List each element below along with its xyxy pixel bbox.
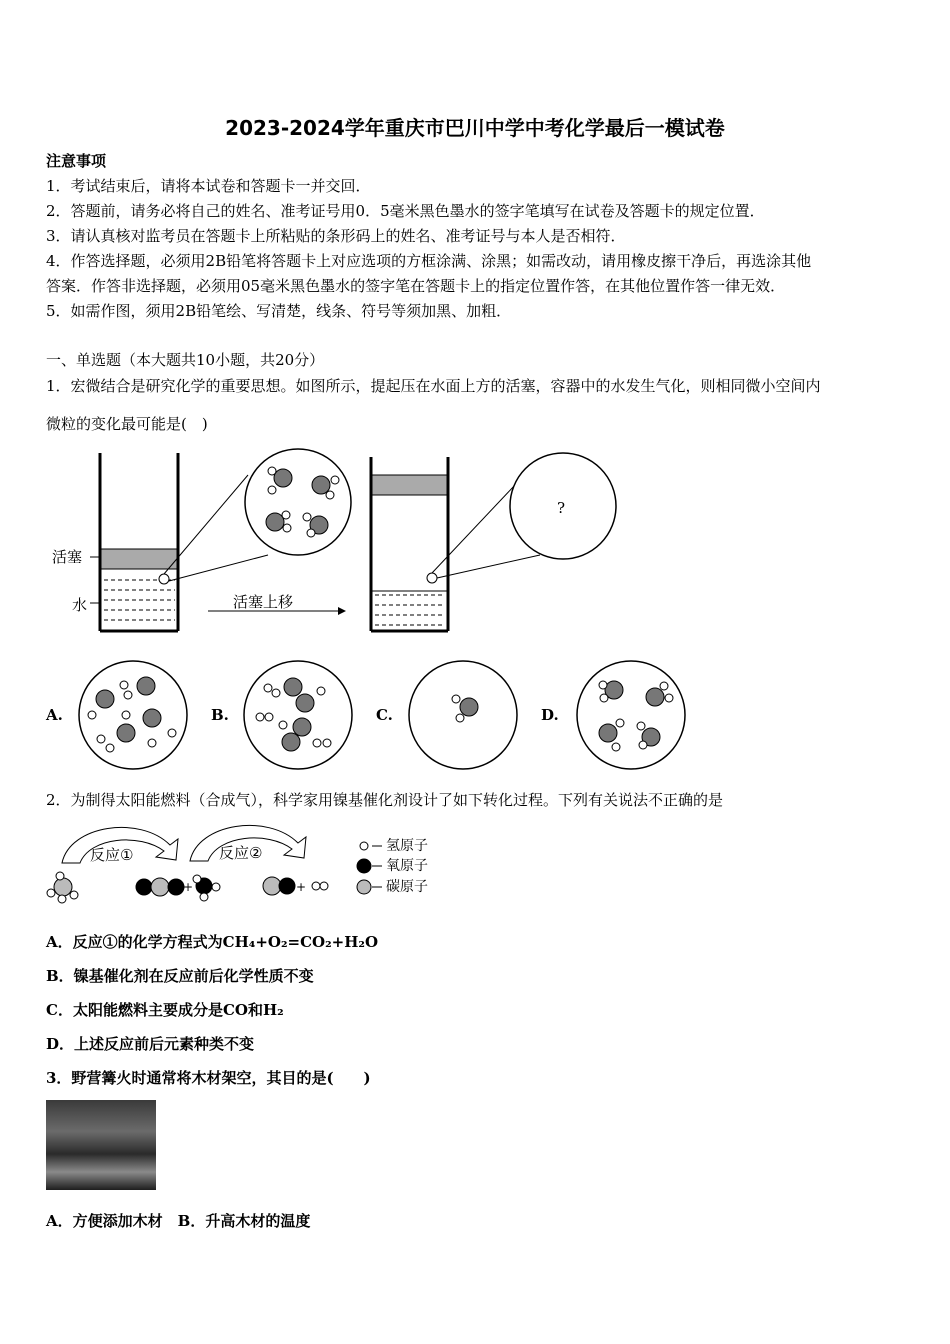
plus-sign: + bbox=[296, 880, 307, 894]
question-mark: ? bbox=[557, 499, 566, 517]
q1-stem-cont: 微粒的变化最可能是( ) bbox=[46, 415, 208, 433]
campfire-image bbox=[46, 1100, 156, 1190]
page-title: 2023-2024学年重庆市巴川中学中考化学最后一模试卷 bbox=[225, 116, 725, 140]
q1-stem: 1．宏微结合是研究化学的重要思想。如图所示，提起压在水面上方的活塞，容器中的水发生气化，则相同微小空间内 bbox=[46, 377, 821, 395]
water-label: 水 bbox=[72, 596, 88, 614]
q1-option-b-label[interactable]: B. bbox=[211, 706, 229, 724]
q1-option-a-label[interactable]: A. bbox=[46, 706, 63, 724]
notice-item: 3．请认真核对监考员在答题卡上所粘贴的条形码上的姓名、准考证号与本人是否相符． bbox=[46, 227, 626, 245]
notice-item: 2．答题前，请务必将自己的姓名、准考证号用0．5毫米黑色墨水的签字笔填写在试卷及答题卡的规定位置． bbox=[46, 202, 765, 220]
legend-hydrogen: 氢原子 bbox=[386, 838, 428, 854]
notice-item: 1．考试结束后，请将本试卷和答题卡一并交回． bbox=[46, 177, 371, 195]
q2-option-d[interactable]: D．上述反应前后元素种类不变 bbox=[46, 1035, 255, 1053]
plus-sign: + bbox=[183, 880, 194, 894]
notice-item: 5．如需作图，须用2B铅笔绘、写清楚，线条、符号等须加黑、加粗． bbox=[46, 302, 512, 320]
q2-option-c[interactable]: C．太阳能燃料主要成分是CO和H₂ bbox=[46, 1001, 284, 1019]
legend-oxygen: 氧原子 bbox=[386, 858, 428, 874]
action-label: 活塞上移 bbox=[233, 593, 294, 611]
legend-carbon: 碳原子 bbox=[386, 879, 428, 895]
notice-item: 答案．作答非选择题，必须用05毫米黑色墨水的签字笔在答题卡上的指定位置作答，在其他位置作答一律无效． bbox=[46, 277, 786, 295]
q2-option-a[interactable]: A．反应①的化学方程式为CH₄+O₂=CO₂+H₂O bbox=[46, 933, 379, 951]
q2-reaction-diagram bbox=[0, 815, 950, 915]
q2-stem: 2．为制得太阳能燃料（合成气），科学家用镍基催化剂设计了如下转化过程。下列有关说法不正确的是 bbox=[46, 791, 724, 809]
section-heading: 一、单选题（本大题共10小题，共20分） bbox=[46, 351, 325, 369]
q3-options[interactable]: A．方便添加木材 B．升高木材的温度 bbox=[46, 1212, 311, 1230]
notice-heading: 注意事项 bbox=[46, 152, 107, 170]
q1-option-c-label[interactable]: C. bbox=[376, 706, 393, 724]
q1-options-diagram bbox=[0, 655, 950, 775]
q3-stem: 3．野营篝火时通常将木材架空，其目的是( ) bbox=[46, 1069, 371, 1087]
q1-option-d-label[interactable]: D. bbox=[541, 706, 559, 724]
q1-container-diagram bbox=[0, 445, 950, 645]
reaction-2-label: 反应② bbox=[219, 844, 263, 862]
q2-option-b[interactable]: B．镍基催化剂在反应前后化学性质不变 bbox=[46, 967, 314, 985]
notice-item: 4．作答选择题，必须用2B铅笔将答题卡上对应选项的方框涂满、涂黑；如需改动，请用橡皮擦干净后，再选涂其他 bbox=[46, 252, 812, 270]
piston-label: 活塞 bbox=[52, 548, 83, 566]
reaction-1-label: 反应① bbox=[90, 846, 134, 864]
